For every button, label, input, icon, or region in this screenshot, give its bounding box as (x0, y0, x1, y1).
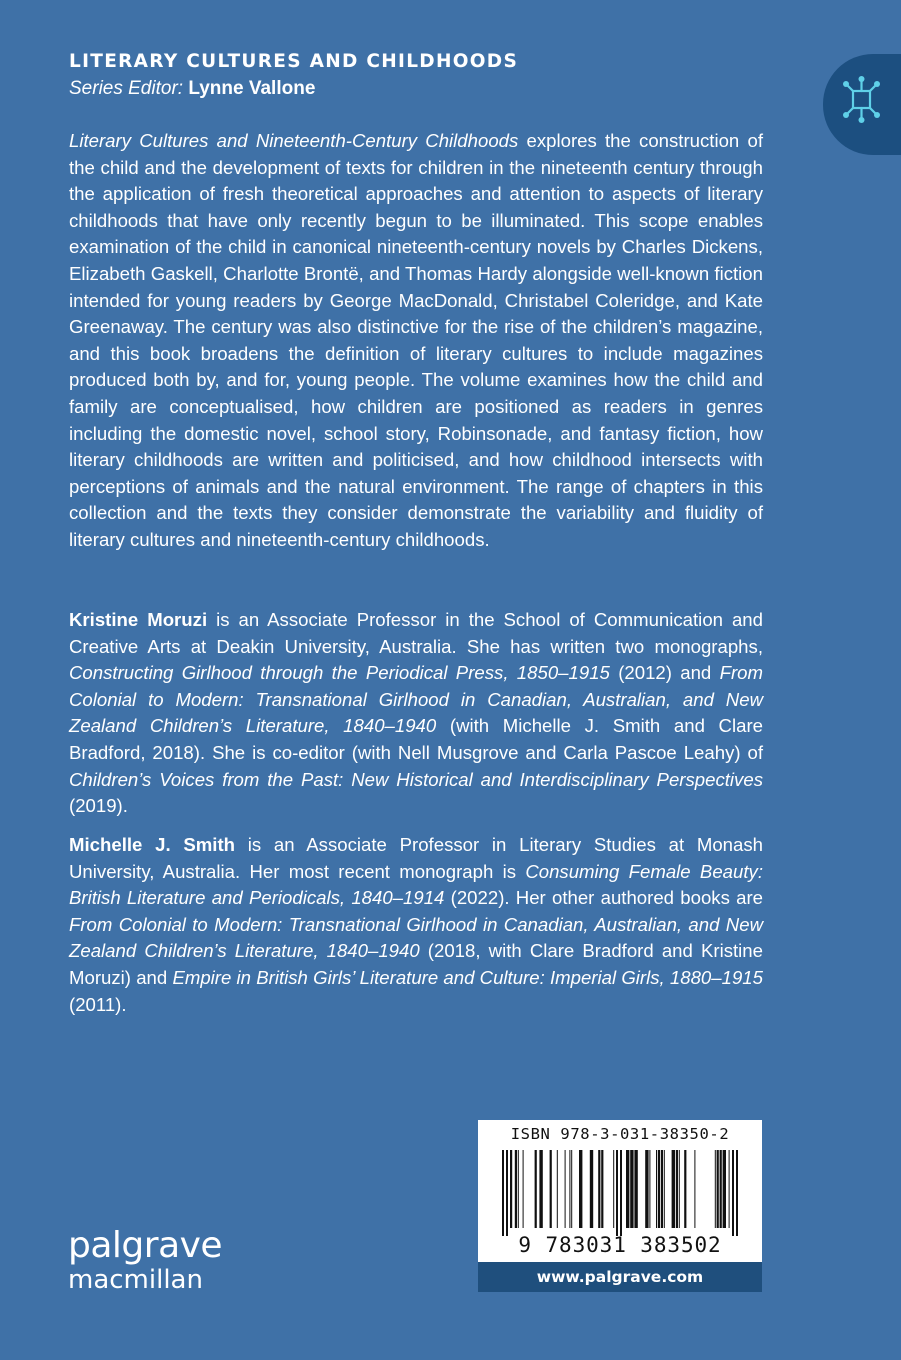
isbn-label: ISBN 978-3-031-38350-2 (510, 1125, 730, 1143)
series-title: LITERARY CULTURES AND CHILDHOODS (69, 51, 519, 72)
publisher-logo (68, 1225, 223, 1296)
author-bio-moruzi (69, 607, 763, 820)
bio-text: (with Michelle J. Smith and Clare Bradford, 2018). She is co-editor (with Nell Musgrove and Carla Pascoe Leahy) of (69, 715, 763, 763)
bio-text: (2012) and (609, 662, 720, 684)
bio-text: (2011). (69, 993, 127, 1015)
bio-text: is an Associate Professor in Literary Studies at Monash University, Australia. Her most recent monograph is (69, 834, 764, 882)
palgrave-badge (823, 54, 901, 155)
book-description (69, 128, 763, 554)
author-name: Michelle J. Smith (69, 834, 235, 855)
logo-line-macmillan: macmillan (68, 1265, 203, 1295)
network-cube-icon (843, 74, 883, 134)
bio-text: (2018, with Clare Bradford and Kristine Moruzi) and (69, 940, 763, 988)
isbn-digits: 9 783031 383502 (518, 1233, 722, 1257)
work-title: From Colonial to Modern: Transnational Girlhood in Canadian, Australian, and New Zealand Children’s Literature, 1840–1940 (69, 913, 763, 962)
series-editor (69, 77, 315, 101)
bio-text: is an Associate Professor in the School of Communication and Creative Arts at Deakin University, Australia. She has written two monographs, (69, 609, 763, 657)
series-editor-label: Series Editor: (69, 78, 184, 99)
bio-text: (2019). (69, 795, 128, 817)
barcode-box (478, 1120, 762, 1292)
author-bio-smith (69, 832, 763, 1018)
work-title: Constructing Girlhood through the Periodical Press, 1850–1915 (69, 662, 610, 684)
barcode-icon (502, 1150, 738, 1236)
work-title: Empire in British Girls’ Literature and Culture: Imperial Girls, 1880–1915 (172, 966, 763, 988)
publisher-url[interactable]: www.palgrave.com (478, 1262, 762, 1292)
book-title: Literary Cultures and Nineteenth-Century Childhoods (69, 130, 519, 151)
logo-line-palgrave: palgrave (68, 1225, 223, 1266)
bio-text: (2022). Her other authored books are (444, 887, 763, 909)
work-title: From Colonial to Modern: Transnational Girlhood in Canadian, Australian, and New Zealand Children’s Literature, 1840–1940 (69, 662, 763, 737)
work-title: Children’s Voices from the Past: New Historical and Interdisciplinary Perspectives (69, 768, 763, 790)
description-body: explores the construction of the child and the development of texts for children in the nineteenth century through the application of fresh theoretical approaches and attention to aspects of literary childhoods that have only recently begun to be illuminated. This scope enables examination of the child in canonical nineteenth-century novels by Charles Dickens, Elizabeth Gaskell, Charlotte Brontë, and Thomas Hardy alongside well-known fiction intended for young readers by George MacDonald, Christabel Coleridge, and Kate Greenaway. The century was also distinctive for the rise of the children’s magazine, and this book broadens the definition of literary cultures to include magazines produced both by, and for, young people. The volume examines how the child and family are conceptualised, how children are positioned as readers in genres including the domestic novel, school story, Robinsonade, and fantasy fiction, how literary childhoods are written and politicised, and how childhood intersects with perceptions of animals and the natural environment. The range of chapters in this collection and the texts they consider demonstrate the variability and fluidity of literary cultures and nineteenth-century childhoods. (69, 130, 763, 550)
author-name: Kristine Moruzi (69, 609, 208, 630)
series-editor-name: Lynne Vallone (188, 78, 316, 99)
work-title: Consuming Female Beauty: British Literature and Periodicals, 1840–1914 (69, 860, 763, 909)
